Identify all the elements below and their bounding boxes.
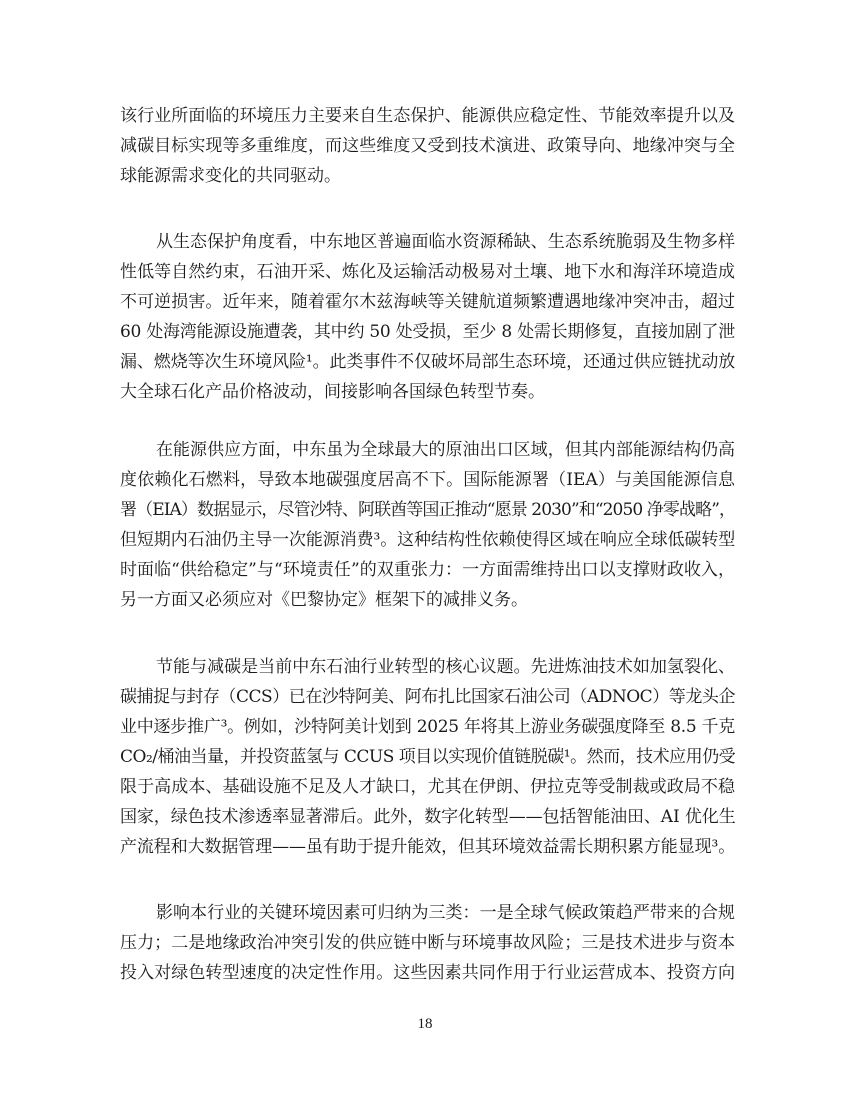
paragraph-2-line-6: 大全球石化产品价格波动，间接影响各国绿色转型节奏。 [120,382,545,402]
paragraph-4-line-6: 国家，绿色技术渗透率显著滞后。此外，数字化转型——包括智能油田、AI 优化生 [120,807,736,827]
paragraph-5-line-1: 影响本行业的关键环境因素可归纳为三类：一是全球气候政策趋严带来的合规 [156,903,735,923]
paragraph-4-line-2: 碳捕捉与封存（CCS）已在沙特阿美、阿布扎比国家石油公司（ADNOC）等龙头企 [120,687,735,707]
paragraph-3-line-2: 度依赖化石燃料，导致本地碳强度居高不下。国际能源署（IEA）与美国能源信息 [120,470,735,490]
paragraph-1-line-2: 减碳目标实现等多重维度，而这些维度又受到技术演进、政策导向、地缘冲突与全 [120,136,735,156]
paragraph-1-line-1: 该行业所面临的环境压力主要来自生态保护、能源供应稳定性、节能效率提升以及 [120,106,735,126]
paragraph-2-line-3: 不可逆损害。近年来，随着霍尔木兹海峡等关键航道频繁遭遇地缘冲突冲击，超过 [120,292,735,312]
paragraph-3-line-4: 但短期内石油仍主导一次能源消费³。这种结构性依赖使得区域在响应全球低碳转型 [120,530,736,550]
page-number: 18 [417,1016,433,1032]
paragraph-1-line-3: 球能源需求变化的共同驱动。 [120,166,341,186]
paragraph-3-line-3: 署（EIA）数据显示，尽管沙特、阿联酋等国正推动“愿景 2030”和“2050 净零战略”， [120,500,736,520]
paragraph-3-line-5: 时面临“供给稳定”与“环境责任”的双重张力：一方面需维持出口以支撑财政收入， [120,560,735,580]
paragraph-2-line-1: 从生态保护角度看，中东地区普遍面临水资源稀缺、生态系统脆弱及生物多样 [156,232,735,252]
paragraph-4-line-1: 节能与减碳是当前中东石油行业转型的核心议题。先进炼油技术如加氢裂化、 [156,657,735,677]
paragraph-3-line-1: 在能源供应方面，中东虽为全球最大的原油出口区域，但其内部能源结构仍高 [156,440,735,460]
paragraph-2-line-4: 60 处海湾能源设施遭袭，其中约 50 处受损，至少 8 处需长期修复，直接加剧了泄 [120,322,735,342]
paragraph-2-line-2: 性低等自然约束，石油开采、炼化及运输活动极易对土壤、地下水和海洋环境造成 [120,262,735,282]
paragraph-4-line-7: 产流程和大数据管理——虽有助于提升能效，但其环境效益需长期积累方能显现³。 [120,837,736,857]
paragraph-2-line-5: 漏、燃烧等次生环境风险¹。此类事件不仅破坏局部生态环境，还通过供应链扰动放 [120,352,736,372]
paragraph-4-line-3: 业中逐步推广³。例如，沙特阿美计划到 2025 年将其上游业务碳强度降至 8.5 千克 [120,717,735,737]
paragraph-4-line-5: 限于高成本、基础设施不足及人才缺口，尤其在伊朗、伊拉克等受制裁或政局不稳 [120,777,735,797]
paragraph-3-line-6: 另一方面又必须应对《巴黎协定》框架下的减排义务。 [120,590,528,610]
paragraph-4-line-4: CO₂/桶油当量，并投资蓝氢与 CCUS 项目以实现价值链脱碳¹。然而，技术应用仍受 [120,747,736,767]
paragraph-5-line-2: 压力；二是地缘政治冲突引发的供应链中断与环境事故风险；三是技术进步与资本 [120,933,735,953]
paragraph-5-line-3: 投入对绿色转型速度的决定性作用。这些因素共同作用于行业运营成本、投资方向 [120,963,735,983]
